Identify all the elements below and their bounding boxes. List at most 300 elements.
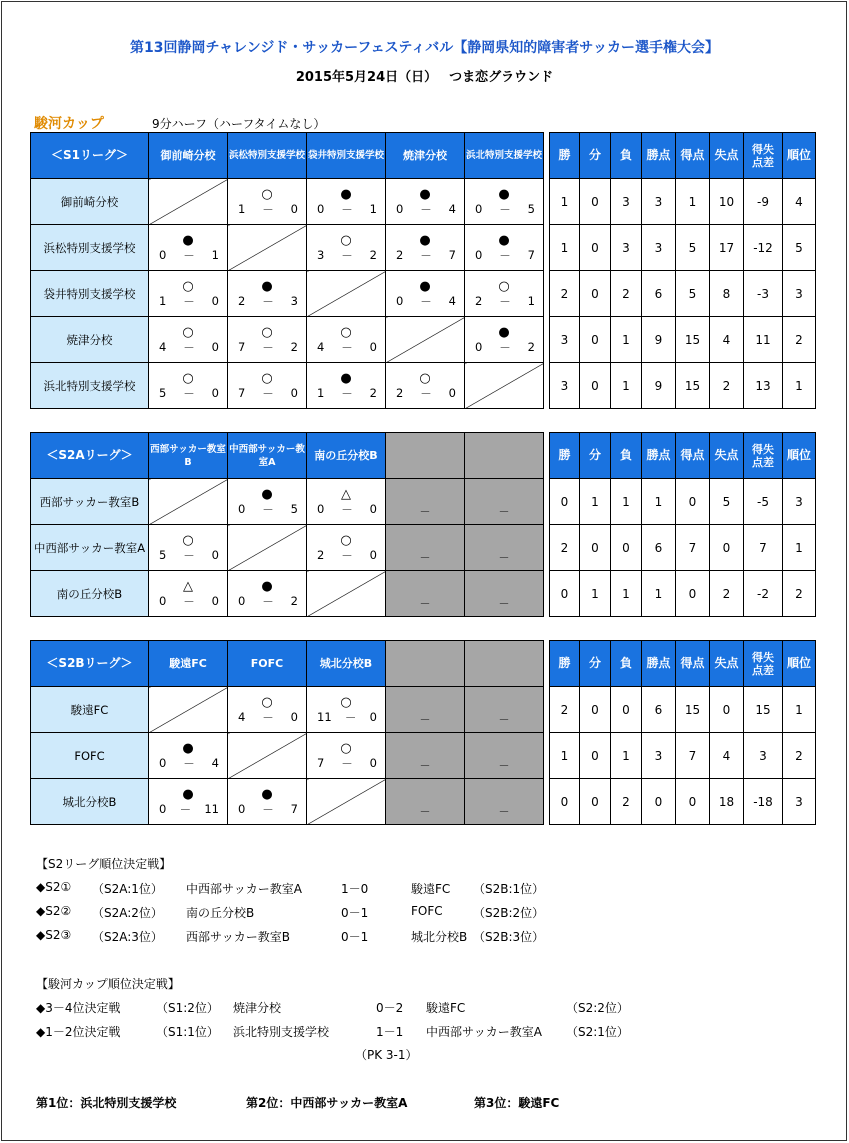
stat-value: 0 bbox=[642, 779, 676, 825]
result-mark: ● bbox=[419, 278, 431, 294]
match-score bbox=[228, 202, 306, 218]
score-against: 0 bbox=[290, 709, 298, 724]
team-row bbox=[31, 479, 816, 525]
result-mark: ○ bbox=[340, 324, 352, 340]
stat-value: 0 bbox=[676, 571, 710, 617]
score-for: 0 bbox=[475, 247, 483, 262]
stat-value: 3 bbox=[744, 733, 783, 779]
score-for: 0 bbox=[159, 801, 167, 816]
team-name: 駿遠FC bbox=[31, 687, 149, 733]
score-dash: － bbox=[499, 248, 511, 263]
stat-header: 勝 bbox=[550, 133, 580, 179]
score-for: 0 bbox=[159, 247, 167, 262]
score-against: 2 bbox=[369, 247, 377, 262]
stat-value: 4 bbox=[783, 179, 816, 225]
score-dash: － bbox=[183, 386, 195, 401]
match-result bbox=[386, 225, 465, 271]
self-match-cell bbox=[149, 479, 228, 525]
result-mark: ● bbox=[419, 232, 431, 248]
playoff-score: 0－2 bbox=[376, 1001, 404, 1015]
stat-value: 0 bbox=[580, 225, 611, 271]
score-dash: － bbox=[183, 756, 195, 771]
match-score bbox=[386, 386, 464, 402]
match-score bbox=[149, 294, 227, 310]
playoff-left-seed: （S2A:1位） bbox=[92, 882, 163, 896]
match-result bbox=[228, 571, 307, 617]
team-row bbox=[31, 317, 816, 363]
match-score bbox=[149, 248, 227, 264]
playoff-id: ◆S2① bbox=[36, 880, 72, 894]
stat-header: 得失点差 bbox=[744, 133, 783, 179]
playoff-left-team: 中西部サッカー教室A bbox=[186, 882, 302, 896]
score-against: 0 bbox=[448, 385, 456, 400]
match-result bbox=[307, 363, 386, 409]
column-header-team bbox=[386, 641, 465, 687]
result-mark: ● bbox=[182, 740, 194, 756]
stat-value: 6 bbox=[642, 525, 676, 571]
score-against: 1 bbox=[369, 201, 377, 216]
stat-value: 5 bbox=[783, 225, 816, 271]
match-result bbox=[228, 779, 307, 825]
stat-value: -9 bbox=[744, 179, 783, 225]
league-label: ＜S2Aリーグ＞ bbox=[31, 433, 149, 479]
self-match-cell bbox=[307, 271, 386, 317]
playoff-left-team: 西部サッカー教室B bbox=[186, 930, 290, 944]
match-result bbox=[307, 317, 386, 363]
score-dash: － bbox=[341, 248, 353, 263]
stat-value: 0 bbox=[580, 271, 611, 317]
self-match-cell bbox=[149, 179, 228, 225]
stat-value: 4 bbox=[710, 733, 744, 779]
stat-value: 15 bbox=[676, 317, 710, 363]
score-dash: － bbox=[420, 386, 432, 401]
stat-value: 15 bbox=[676, 363, 710, 409]
stat-value: 13 bbox=[744, 363, 783, 409]
stat-value: 18 bbox=[710, 779, 744, 825]
self-match-cell bbox=[149, 687, 228, 733]
score-against: 5 bbox=[527, 201, 535, 216]
page-title: 第13回静岡チャレンジド・サッカーフェスティバル【静岡県知的障害者サッカー選手権大会】 bbox=[130, 40, 719, 56]
score-dash: － bbox=[420, 294, 432, 309]
result-mark: △ bbox=[183, 578, 193, 594]
stat-header: 負 bbox=[611, 641, 642, 687]
score-against: 11 bbox=[204, 801, 219, 816]
match-result bbox=[149, 779, 228, 825]
playoff-left-seed: （S2A:2位） bbox=[92, 906, 163, 920]
column-header-team: 焼津分校 bbox=[386, 133, 465, 179]
score-for: 2 bbox=[317, 547, 325, 562]
score-against: 5 bbox=[290, 501, 298, 516]
empty-cell: － bbox=[465, 525, 544, 571]
stat-value: 3 bbox=[642, 225, 676, 271]
playoff-left-team: 南の丘分校B bbox=[186, 906, 255, 920]
playoff-right-team: 中西部サッカー教室A bbox=[426, 1025, 542, 1039]
score-against: 0 bbox=[211, 293, 219, 308]
match-result bbox=[149, 525, 228, 571]
score-dash: － bbox=[341, 756, 353, 771]
playoff-id: ◆S2② bbox=[36, 904, 72, 918]
score-against: 0 bbox=[211, 385, 219, 400]
stat-value: 3 bbox=[642, 179, 676, 225]
match-score bbox=[149, 340, 227, 356]
match-score bbox=[149, 756, 227, 772]
score-against: 0 bbox=[211, 547, 219, 562]
score-dash: － bbox=[341, 386, 353, 401]
match-result bbox=[465, 271, 544, 317]
match-score bbox=[149, 594, 227, 610]
stat-value: 7 bbox=[676, 733, 710, 779]
score-against: 7 bbox=[527, 247, 535, 262]
score-for: 1 bbox=[317, 385, 325, 400]
match-score bbox=[465, 294, 543, 310]
stat-value: 1 bbox=[783, 525, 816, 571]
score-against: 2 bbox=[369, 385, 377, 400]
result-mark: ● bbox=[182, 232, 194, 248]
stat-value: 0 bbox=[710, 687, 744, 733]
score-against: 0 bbox=[211, 593, 219, 608]
score-dash: － bbox=[420, 202, 432, 217]
score-dash: － bbox=[262, 340, 274, 355]
match-result bbox=[386, 179, 465, 225]
stat-header: 失点 bbox=[710, 433, 744, 479]
match-result bbox=[465, 179, 544, 225]
team-name: 浜松特別支援学校 bbox=[31, 225, 149, 271]
score-against: 2 bbox=[527, 339, 535, 354]
score-for: 5 bbox=[159, 385, 167, 400]
column-header-team: 城北分校B bbox=[307, 641, 386, 687]
column-header-team: 駿遠FC bbox=[149, 641, 228, 687]
team-row bbox=[31, 225, 816, 271]
stat-header: 負 bbox=[611, 133, 642, 179]
stat-header: 勝 bbox=[550, 641, 580, 687]
score-dash: － bbox=[183, 340, 195, 355]
stat-header: 勝点 bbox=[642, 433, 676, 479]
score-against: 4 bbox=[448, 293, 456, 308]
league-table-s2b bbox=[30, 640, 816, 825]
score-for: 0 bbox=[475, 339, 483, 354]
score-for: 2 bbox=[396, 385, 404, 400]
result-mark: ○ bbox=[340, 232, 352, 248]
score-against: 0 bbox=[290, 385, 298, 400]
match-result bbox=[228, 179, 307, 225]
result-mark: ● bbox=[182, 786, 194, 802]
team-name: 焼津分校 bbox=[31, 317, 149, 363]
score-dash: － bbox=[183, 594, 195, 609]
stat-header: 分 bbox=[580, 433, 611, 479]
match-score bbox=[228, 340, 306, 356]
playoff-left-team: 焼津分校 bbox=[233, 1001, 282, 1015]
stat-value: 1 bbox=[783, 363, 816, 409]
stat-value: 15 bbox=[676, 687, 710, 733]
result-mark: ○ bbox=[340, 532, 352, 548]
score-dash: － bbox=[341, 340, 353, 355]
stat-value: 3 bbox=[783, 271, 816, 317]
stat-value: 5 bbox=[710, 479, 744, 525]
score-for: 0 bbox=[317, 201, 325, 216]
score-for: 1 bbox=[159, 293, 167, 308]
score-for: 2 bbox=[396, 247, 404, 262]
cup-note: 9分ハーフ（ハーフタイムなし） bbox=[152, 117, 326, 131]
score-for: 0 bbox=[159, 755, 167, 770]
match-result bbox=[386, 271, 465, 317]
result-mark: ○ bbox=[182, 370, 194, 386]
stat-value: -3 bbox=[744, 271, 783, 317]
league-table-s2a bbox=[30, 432, 816, 617]
score-for: 11 bbox=[317, 709, 332, 724]
score-against: 1 bbox=[527, 293, 535, 308]
stat-value: 1 bbox=[580, 479, 611, 525]
score-against: 2 bbox=[290, 593, 298, 608]
score-dash: － bbox=[499, 294, 511, 309]
pk-result: （PK 3-1） bbox=[355, 1048, 418, 1062]
score-dash: － bbox=[341, 502, 353, 517]
empty-cell: － bbox=[465, 733, 544, 779]
match-score bbox=[228, 802, 306, 818]
stat-header: 順位 bbox=[783, 433, 816, 479]
cup-playoff-title: 【駿河カップ順位決定戦】 bbox=[36, 977, 180, 991]
match-score bbox=[386, 202, 464, 218]
stat-value: 1 bbox=[676, 179, 710, 225]
score-for: 4 bbox=[159, 339, 167, 354]
score-for: 0 bbox=[475, 201, 483, 216]
stat-header: 分 bbox=[580, 641, 611, 687]
match-score bbox=[386, 294, 464, 310]
match-score bbox=[307, 502, 385, 518]
stat-value: 1 bbox=[550, 733, 580, 779]
playoff-score: 0－1 bbox=[341, 930, 369, 944]
score-dash: － bbox=[179, 802, 192, 817]
empty-cell: － bbox=[465, 571, 544, 617]
league-table-s1 bbox=[30, 132, 816, 409]
result-mark: ● bbox=[340, 370, 352, 386]
score-against: 0 bbox=[211, 339, 219, 354]
stat-value: 0 bbox=[580, 363, 611, 409]
match-result bbox=[307, 733, 386, 779]
team-name: 南の丘分校B bbox=[31, 571, 149, 617]
stat-value: 5 bbox=[676, 225, 710, 271]
stat-value: 10 bbox=[710, 179, 744, 225]
stat-value: 1 bbox=[611, 733, 642, 779]
result-mark: △ bbox=[341, 486, 351, 502]
stat-header: 失点 bbox=[710, 133, 744, 179]
stat-value: 0 bbox=[580, 779, 611, 825]
team-row bbox=[31, 733, 816, 779]
score-for: 4 bbox=[238, 709, 246, 724]
result-mark: ● bbox=[340, 186, 352, 202]
score-against: 0 bbox=[369, 339, 377, 354]
result-mark: ○ bbox=[340, 694, 352, 710]
match-score bbox=[228, 710, 306, 726]
score-for: 0 bbox=[238, 801, 246, 816]
stat-header: 得点 bbox=[676, 133, 710, 179]
stat-value: 17 bbox=[710, 225, 744, 271]
score-dash: － bbox=[499, 340, 511, 355]
match-score bbox=[307, 756, 385, 772]
playoff-right-seed: （S2B:1位） bbox=[473, 882, 545, 896]
stat-value: 3 bbox=[611, 225, 642, 271]
match-score bbox=[465, 248, 543, 264]
header-row bbox=[31, 641, 816, 687]
match-score bbox=[465, 202, 543, 218]
playoff-id: ◆1－2位決定戦 bbox=[36, 1025, 121, 1039]
column-header-team bbox=[386, 433, 465, 479]
score-dash: － bbox=[262, 802, 274, 817]
playoff-score: 0－1 bbox=[341, 906, 369, 920]
result-mark: ● bbox=[261, 278, 273, 294]
header-row bbox=[31, 433, 816, 479]
result-mark: ○ bbox=[419, 370, 431, 386]
stat-value: 1 bbox=[611, 317, 642, 363]
result-mark: ● bbox=[498, 232, 510, 248]
column-header-team: 中西部サッカー教室A bbox=[228, 433, 307, 479]
match-result bbox=[149, 225, 228, 271]
score-dash: － bbox=[341, 548, 353, 563]
score-against: 0 bbox=[369, 501, 377, 516]
stat-value: 0 bbox=[580, 179, 611, 225]
stat-value: 2 bbox=[783, 317, 816, 363]
stat-value: -2 bbox=[744, 571, 783, 617]
column-header-team: FOFC bbox=[228, 641, 307, 687]
match-result bbox=[149, 571, 228, 617]
score-dash: － bbox=[183, 294, 195, 309]
column-header-team: 西部サッカー教室B bbox=[149, 433, 228, 479]
stat-value: 3 bbox=[642, 733, 676, 779]
score-for: 4 bbox=[317, 339, 325, 354]
score-for: 1 bbox=[238, 201, 246, 216]
score-for: 5 bbox=[159, 547, 167, 562]
score-for: 0 bbox=[396, 201, 404, 216]
score-dash: － bbox=[262, 710, 274, 725]
stat-header: 順位 bbox=[783, 641, 816, 687]
result-mark: ● bbox=[498, 186, 510, 202]
empty-cell: － bbox=[386, 525, 465, 571]
stat-value: 0 bbox=[550, 479, 580, 525]
score-for: 2 bbox=[238, 293, 246, 308]
match-score bbox=[386, 248, 464, 264]
stat-value: 0 bbox=[550, 571, 580, 617]
match-score bbox=[149, 548, 227, 564]
score-against: 3 bbox=[290, 293, 298, 308]
result-mark: ○ bbox=[261, 324, 273, 340]
match-score bbox=[228, 294, 306, 310]
empty-cell: － bbox=[386, 687, 465, 733]
playoff-right-team: FOFC bbox=[411, 904, 443, 918]
playoff-score: 1－1 bbox=[376, 1025, 404, 1039]
result-mark: ○ bbox=[340, 740, 352, 756]
result-mark: ○ bbox=[261, 186, 273, 202]
stat-value: 4 bbox=[710, 317, 744, 363]
playoff-right-seed: （S2B:2位） bbox=[473, 906, 545, 920]
column-header-team: 浜北特別支援学校 bbox=[465, 133, 544, 179]
rank-1: 第1位：浜北特別支援学校 bbox=[36, 1096, 177, 1110]
team-name: 浜北特別支援学校 bbox=[31, 363, 149, 409]
stat-header: 勝点 bbox=[642, 133, 676, 179]
empty-cell: － bbox=[465, 479, 544, 525]
match-score bbox=[307, 548, 385, 564]
match-result bbox=[149, 363, 228, 409]
self-match-cell bbox=[386, 317, 465, 363]
score-dash: － bbox=[262, 594, 274, 609]
stat-header: 得失点差 bbox=[744, 641, 783, 687]
team-name: 御前崎分校 bbox=[31, 179, 149, 225]
stat-value: 7 bbox=[676, 525, 710, 571]
team-row bbox=[31, 571, 816, 617]
self-match-cell bbox=[228, 733, 307, 779]
result-mark: ● bbox=[261, 786, 273, 802]
cup-name: 駿河カップ bbox=[34, 116, 104, 132]
stat-value: 2 bbox=[710, 571, 744, 617]
stat-value: 0 bbox=[580, 317, 611, 363]
stat-value: 6 bbox=[642, 687, 676, 733]
score-for: 3 bbox=[317, 247, 325, 262]
self-match-cell bbox=[228, 525, 307, 571]
match-score bbox=[465, 340, 543, 356]
match-score bbox=[307, 386, 385, 402]
score-dash: － bbox=[262, 202, 274, 217]
stat-value: 6 bbox=[642, 271, 676, 317]
score-for: 7 bbox=[238, 339, 246, 354]
match-result bbox=[149, 733, 228, 779]
score-dash: － bbox=[262, 502, 274, 517]
stat-value: 3 bbox=[550, 363, 580, 409]
stat-value: 0 bbox=[580, 687, 611, 733]
score-against: 0 bbox=[369, 547, 377, 562]
stat-header: 得失点差 bbox=[744, 433, 783, 479]
score-against: 4 bbox=[448, 201, 456, 216]
match-result bbox=[465, 317, 544, 363]
stat-value: 9 bbox=[642, 317, 676, 363]
stat-value: 1 bbox=[580, 571, 611, 617]
result-mark: ● bbox=[261, 578, 273, 594]
playoff-id: ◆S2③ bbox=[36, 928, 72, 942]
result-mark: ● bbox=[261, 486, 273, 502]
self-match-cell bbox=[465, 363, 544, 409]
score-dash: － bbox=[499, 202, 511, 217]
playoff-left-seed: （S2A:3位） bbox=[92, 930, 163, 944]
stat-value: 2 bbox=[783, 571, 816, 617]
score-dash: － bbox=[183, 248, 195, 263]
empty-cell: － bbox=[386, 571, 465, 617]
column-header-team bbox=[465, 641, 544, 687]
score-for: 0 bbox=[396, 293, 404, 308]
team-row bbox=[31, 271, 816, 317]
s2-playoff-title: 【S2リーグ順位決定戦】 bbox=[36, 857, 172, 871]
result-mark: ● bbox=[419, 186, 431, 202]
stat-value: 0 bbox=[580, 525, 611, 571]
stat-value: 2 bbox=[550, 687, 580, 733]
team-name: 西部サッカー教室B bbox=[31, 479, 149, 525]
stat-value: 1 bbox=[550, 179, 580, 225]
score-for: 7 bbox=[317, 755, 325, 770]
team-row bbox=[31, 687, 816, 733]
playoff-id: ◆3－4位決定戦 bbox=[36, 1001, 121, 1015]
stat-value: 1 bbox=[550, 225, 580, 271]
score-against: 7 bbox=[290, 801, 298, 816]
match-score bbox=[307, 340, 385, 356]
score-dash: － bbox=[420, 248, 432, 263]
match-result bbox=[228, 687, 307, 733]
team-row bbox=[31, 363, 816, 409]
stat-value: 1 bbox=[611, 363, 642, 409]
rank-3: 第3位：駿遠FC bbox=[474, 1096, 560, 1110]
match-score bbox=[228, 594, 306, 610]
playoff-left-team: 浜北特別支援学校 bbox=[233, 1025, 330, 1039]
playoff-right-seed: （S2:2位） bbox=[566, 1001, 629, 1015]
stat-value: 2 bbox=[611, 779, 642, 825]
result-mark: ○ bbox=[182, 324, 194, 340]
match-result bbox=[386, 363, 465, 409]
playoff-right-team: 城北分校B bbox=[411, 930, 468, 944]
